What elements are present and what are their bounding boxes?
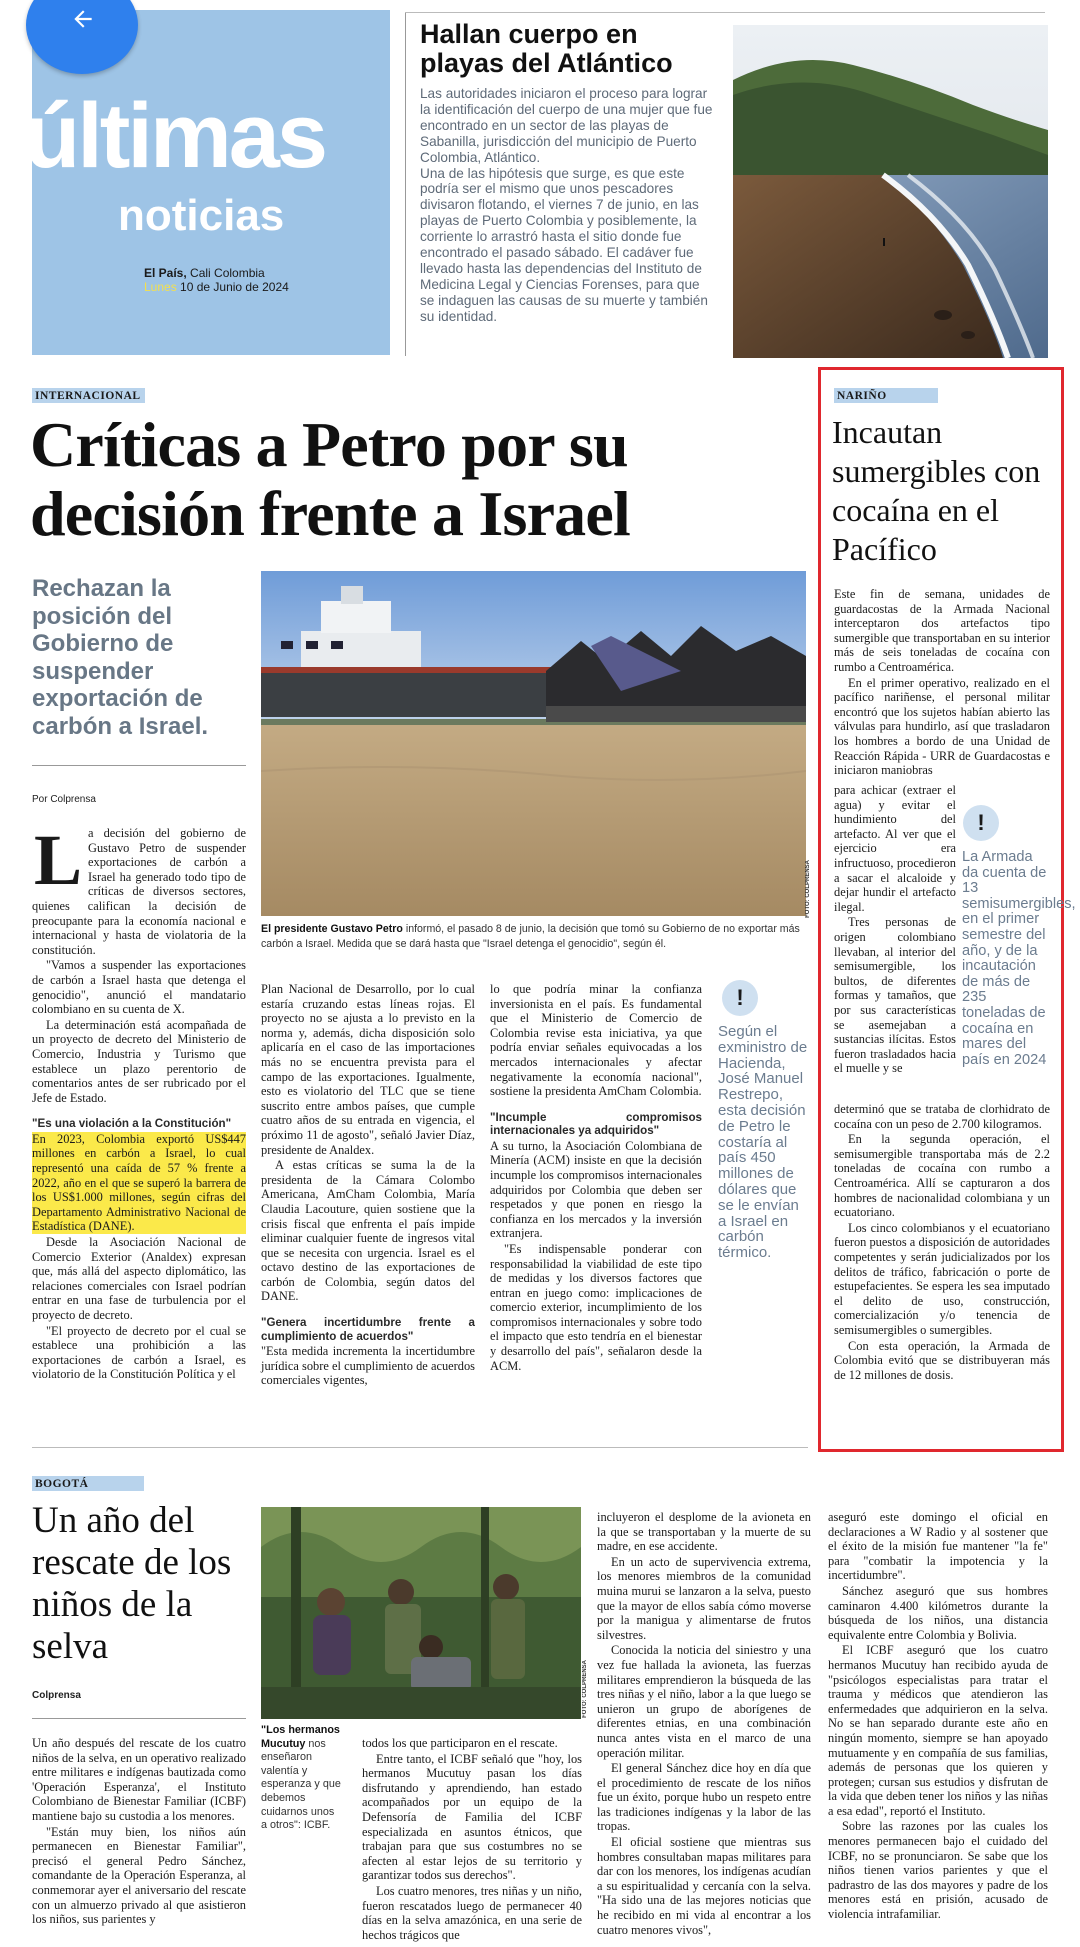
masthead-city: Cali Colombia: [186, 266, 265, 280]
bogota-caption-rest: nos enseñaron valentía y esperanza y que debemos cuidarnos unos a otros": ICBF.: [261, 1737, 341, 1832]
petro-col1-p2: "Vamos a suspender las exportaciones de carbón a Israel hasta que detenga el genocidio", anunció el mandatario colombiano en su cuenta de X.: [32, 958, 246, 1017]
petro-col2-p3: "Esta medida incrementa la incertidumbre jurídica sobre el cumplimiento de acuerdos comerciales vigentes,: [261, 1344, 475, 1388]
petro-photo-credit: FOTO: COLPRENSA: [805, 860, 811, 918]
narino-p3a: Tres personas de origen colombiano llevaban, al interior del semisumergible, los bultos, de diferentes formas y tamaños, que por sus características se asemejaban a sustancias ilícitas. Estos fueron trasladados hacia el muelle y se: [834, 915, 956, 1076]
brief-divider: [405, 12, 406, 356]
petro-col3-subhead: "Incumple compromisos internacionales ya adquiridos": [490, 1110, 702, 1138]
bogota-headline: Un año del rescate de los niños de la selva: [32, 1500, 232, 1667]
narino-p6: Con esta operación, la Armada de Colombia evitó que se distribuyeran más de 12 millones de dosis.: [834, 1338, 1050, 1382]
bogota-col3-p1: incluyeron el desplome de la avioneta en la que se transportaban y la muerte de su madre, en ese accidente.: [597, 1510, 811, 1554]
narino-p4: En la segunda operación, el semisumergible transportaba más de 2.2 toneladas de cocaína con rumbo a Centroamérica. Allí se capturaron a dos hombres de nacionalidad colombiana y un ecuatoriano.: [834, 1132, 1050, 1220]
petro-col3-p2: A su turno, la Asociación Colombiana de Minería (ACM) insiste en que la decisión incumple los compromisos internacionales adquiridos por Colombia que deben ser respetados y que ponen en riesgo la confianza en los mercados y la inversión extranjera.: [490, 1138, 702, 1241]
petro-deck-rule: [32, 765, 246, 766]
bogota-col2-p2: Entre tanto, el ICBF señaló que "hoy, los hermanos Mucutuy pasan los días disfrutando y aprendiendo, han estado acompañados por un equipo de la Defensoría de Familia del ICBF especializada en asuntos étnicos, que trabajan para que sus costumbres no se afecten al estar lejos de su territorio y garantizar todos sus derechos".: [362, 1751, 582, 1883]
beach-photo: [733, 25, 1048, 358]
petro-col2-p1: Plan Nacional de Desarrollo, por lo cual estaría cruzando estas líneas rojas. El proyecto no se ajusta a lo previsto en la norma y, además, dicha disposición solo aplicaría en el caso de las importaciones más no se encuentra prevista para el campo de las exportaciones. Igualmente, esto es violatorio del TLC que se tiene suscrito entre ambos países, que cumple cuatro años de su entrada en vigencia, el próximo 11 de agosto", señaló Javier Díaz, presidente de Analdex.: [261, 982, 475, 1157]
narino-body-left: [834, 783, 956, 1077]
masthead-title-small: noticias: [118, 191, 285, 240]
petro-lead: a decisión del gobierno de Gustavo Petro de suspender exportaciones de carbón a Israel ha generado todo tipo de críticas de diversos sectores, quienes califican la decisión de preocupante para la economía nacional e internacional y hasta de violatoria de la constitución.: [32, 826, 246, 957]
masthead-title-big: últimas: [24, 85, 326, 187]
petro-byline: Por Colprensa: [32, 794, 96, 805]
brief-body: Las autoridades iniciaron el proceso para lograr la identificación del cuerpo de una mujer que fue encontrado en un sector de las playas de Sabanilla, jurisdicción del municipio de Puerto Colombia, Atlántico. Una de las hipótesis que surge, es que este podría ser el mismo que unos pescadores divisaron flotando, el viernes 7 de junio, en las playas de Puerto Colombia y posiblemente, la corriente lo arrastró hasta el sitio donde fue encontrado el pasado sábado. El cadáver fue llevado hasta las dependencias del Instituto de Medicina Legal y Ciencias Forenses, para que se indaguen las causas de su muerte y también su identidad.: [420, 86, 713, 324]
bogota-col3-p3: Conocida la noticia del siniestro y una vez fue hallada la avioneta, las fuerzas militares emprendieron la búsqueda de las tres niñas y el niño, labor a la que luego se unieron un grupo de aborígenes de diferentes etnias, en una combinación nunca antes vista en el marco de una operación militar.: [597, 1643, 811, 1760]
narino-p2b: para achicar (extraer el agua) y evitar el hundimiento del artefacto. Al ver que el ejercicio era infructuoso, procedieron a sacar el alcaloide y dejar hundir el artefacto ilegal.: [834, 783, 956, 914]
petro-column-2: [261, 982, 475, 1389]
masthead-dateline: [144, 266, 289, 294]
petro-column-1: [32, 820, 246, 1383]
bogota-col3-p2: En un acto de supervivencia extrema, los menores miembros de la comunidad muina murui se lanzaron a la selva, puesto que la mayor de ellos sabía cómo moverse por la manigua y alimentarse de frutos silvestres.: [597, 1554, 811, 1642]
bogota-caption-bold: "Los hermanos Mucutuy: [261, 1724, 340, 1750]
bogota-top-rule: [32, 1447, 808, 1448]
petro-caption-bold: El presidente Gustavo Petro: [261, 923, 403, 935]
bogota-col4-p4: Sobre las razones por las cuales los menores permanecen bajo el cuidado del ICBF, no se pronunciaron. Se sabe que los niños tienen varios parientes y que el padrastro de las dos mayores y padre de los menores está en prisión, acusado de violencia intrafamiliar.: [828, 1819, 1048, 1922]
arrow-left-icon: [70, 6, 96, 32]
petro-col1-subhead: "Es una violación a la Constitución": [32, 1117, 232, 1131]
petro-col2-p2: A estas críticas se suma la de la presidenta de la Cámara Colombo Americana, AmCham Colombia, María Claudia Lacouture, quien sostiene que la crisis fiscal que enfrenta el país impide eliminar cualquier fuente de ingresos vital que se necesita con urgencia. Israel es el octavo destino de las exportaciones de carbón de Colombia, según datos del DANE.: [261, 1158, 475, 1304]
petro-deck: Rechazan la posición del Gobierno de suspender exportación de carbón a Israel.: [32, 575, 209, 740]
bogota-col4-p2: Sánchez aseguró que sus hombres caminaron 4.400 kilómetros durante la búsqueda de los niños, una distancia equivalente entre Colombia y Bolivia.: [828, 1583, 1048, 1642]
brief-title: Hallan cuerpo en playas del Atlántico: [420, 19, 673, 78]
bogota-col3-p5: El oficial sostiene que mientras sus hombres consultaban mapas militares para dar con los menores, los indígenas acudían a su espiritualidad y cercanía con la selva. "Ha sido una de las mejores noticias que he recibido en mi vida al encontrar a los cuatro menores vivos",: [597, 1835, 811, 1937]
petro-caption-rest: informó, el pasado 8 de junio, la decisión que tomó su Gobierno de no exportar más carbón a Israel. Medida que se dará hasta que "Israel detenga el genocidio", según él.: [261, 923, 800, 951]
bogota-byline: Colprensa: [32, 1690, 81, 1701]
bogota-col2-p3: Los cuatro menores, tres niñas y un niño, fueron rescatados luego de permanecer 40 días en la selva amazónica, en una serie de hechos trágicos que: [362, 1883, 582, 1942]
petro-exclamation-icon: !: [722, 980, 758, 1016]
bogota-column-1: [32, 1736, 246, 1928]
bogota-byline-rule: [32, 1718, 246, 1719]
masthead-date: 10 de Junio de 2024: [176, 280, 289, 294]
bogota-col1-p1: Un año después del rescate de los cuatro niños de la selva, en un operativo realizado entre militares e indígenas bautizada como 'Operación Esperanza', el Instituto Colombiano de Bienestar Familiar (ICBF) mantiene bajo su custodia a los menores.: [32, 1736, 247, 1823]
bogota-col4-p3: El ICBF aseguró que los cuatro hermanos Mucutuy han recibido ayuda de "psicólogos especialistas para tratar el trauma y médicos que atendieron las enfermedades que adquirieron en la selva. No se han separado durante este año en ningún momento, siempre se han apoyado mutuamente y en compañía de sus familias, además de personas que los quieren y protegen; cursan sus estudios y disfrutan de la vida que deben tener los niños y las niñas a esa edad", reportó el Instituto.: [828, 1643, 1048, 1818]
narino-p5: Los cinco colombianos y el ecuatoriano fueron puestos a disposición de autoridades competentes y serán judicializados por los delitos de tráfico, fabricación o porte de estupefacientes. Se espera les sea imputado el delito de uso, construcción, comercialización y/o tenencia de semisumergibles o sumergibles.: [834, 1220, 1050, 1337]
petro-headline: Críticas a Petro por su decisión frente a Israel: [30, 409, 630, 549]
coal-barge-photo: [261, 571, 806, 916]
petro-col1-p5: Desde la Asociación Nacional de Comercio Exterior (Analdex) expresan que, más allá del aspecto diplomático, las relaciones comerciales con Israel podrían entrar en una fase de turbulencia por el proyecto de decreto.: [32, 1234, 246, 1322]
petro-photo-caption: [261, 922, 801, 953]
bogota-photo-caption: [261, 1724, 341, 1833]
petro-col1-p3: La determinación está acompañada de un proyecto de decreto del Ministerio de Comercio, Industria y Turismo que establece un plazo perentorio de comentarios antes de ser rubricado por el Jefe de Estado.: [32, 1017, 246, 1105]
bogota-column-2: [362, 1736, 582, 1943]
narino-headline: Incautan sumergibles con cocaína en el Pacífico: [832, 414, 1041, 567]
petro-section-label: INTERNACIONAL: [32, 388, 145, 403]
bogota-column-3: [597, 1510, 811, 1938]
petro-col3-p3: "Es indispensable ponderar con responsabilidad la viabilidad de este tipo de medidas y los diversos factores que entran en juego como: implicaciones de comercio exterior, incumplimiento de los compromisos internacionales y sobre todo el impacto que esto tendría en el bienestar y desarrollo del país", señalaron desde la ACM.: [490, 1241, 702, 1373]
narino-exclamation-icon: !: [963, 805, 999, 841]
petro-highlighted-stat: En 2023, Colombia exportó US$447 millones en carbón a Israel, lo cual representó una caída de 57 % frente a 2022, año en el que se superó la barrera de los US$1.000 millones, según cifras del Departamento Administrativo Nacional de Estadística (DANE).: [32, 1131, 246, 1234]
bogota-column-4: [828, 1510, 1048, 1923]
bogota-col1-p2: "Están muy bien, los niños aún permanecen en Bienestar Familiar", precisó el general Pedro Sánchez, comandante de la Operación Esperanza, al conmemorar ayer el aniversario del rescate con un almuerzo privado al que asistieron los niños, sus parientes y: [32, 1824, 246, 1927]
petro-pullquote: Según el exministro de Hacienda, José Manuel Restrepo, esta decisión de Petro le costaría al país 450 millones de dólares que se le envían a Israel en carbón térmico.: [718, 1023, 808, 1262]
petro-col3-p1: lo que podría minar la confianza inversionista en el país. Es fundamental que el Ministerio de Comercio de Colombia revise esta iniciativa, ya que podría enviar señales equivocadas a los mercados internacionales y afectar negativamente la economía nacional", sostiene la presidenta AmCham Colombia.: [490, 982, 702, 1099]
masthead-paper: El País,: [144, 266, 187, 280]
petro-dropcap: L: [34, 820, 83, 900]
petro-col2-subhead: "Genera incertidumbre frente a cumplimiento de acuerdos": [261, 1316, 475, 1343]
bogota-col2-p1: todos los que participaron en el rescate.: [362, 1736, 558, 1750]
narino-pullquote: La Armada da cuenta de 13 semisumergibles, en el primer semestre del año, y de la incautación de más de 235 toneladas de cocaína en mares del país en 2024: [962, 849, 1076, 1068]
petro-column-3: [490, 982, 702, 1374]
narino-body-top: [834, 587, 1050, 779]
narino-section-label: NARIÑO: [834, 388, 938, 403]
bogota-section-label: BOGOTÁ: [32, 1476, 144, 1491]
narino-p3b: determinó que se trataba de clorhidrato de cocaína con un peso de 2.700 kilogramos.: [834, 1102, 1050, 1131]
narino-body-bottom: [834, 1102, 1050, 1383]
masthead-weekday: Lunes: [144, 280, 177, 294]
petro-col1-p6: "El proyecto de decreto por el cual se establece una prohibición a las exportaciones de carbón a Israel, es violatorio de la Constitución Política y el: [32, 1323, 246, 1382]
bogota-col3-p4: El general Sánchez dice hoy en día que el procedimiento de rescate de los niños fue un éxito, porque hubo un respeto entre las tradiciones indígenas y la labor de las tropas.: [597, 1761, 811, 1834]
narino-p1: Este fin de semana, unidades de guardacostas de la Armada Nacional interceptaron dos artefactos tipo sumergible que transportaban en su interior más de seis toneladas de cocaína con rumbo a Centroamérica.: [834, 587, 1050, 674]
brief-topline: [405, 12, 1045, 13]
bogota-photo-credit: FOTO: COLPRENSA: [582, 1660, 588, 1718]
bogota-col4-p1: aseguró este domingo el oficial en declaraciones a W Radio y al sostener que el éxito de la misión fue mantener "la fe" para "combatir la impotencia y la incertidumbre".: [828, 1510, 1048, 1583]
jungle-rescue-photo: [261, 1507, 581, 1719]
narino-p2a: En el primer operativo, realizado en el pacífico nariñense, el personal militar encontró que los sujetos habían abierto las válvulas para hundirlo, así que trasladaron los hombres a bordo de una Unidad de Reacción Rápida - URR de Guardacostas e iniciaron maniobras: [834, 675, 1050, 778]
